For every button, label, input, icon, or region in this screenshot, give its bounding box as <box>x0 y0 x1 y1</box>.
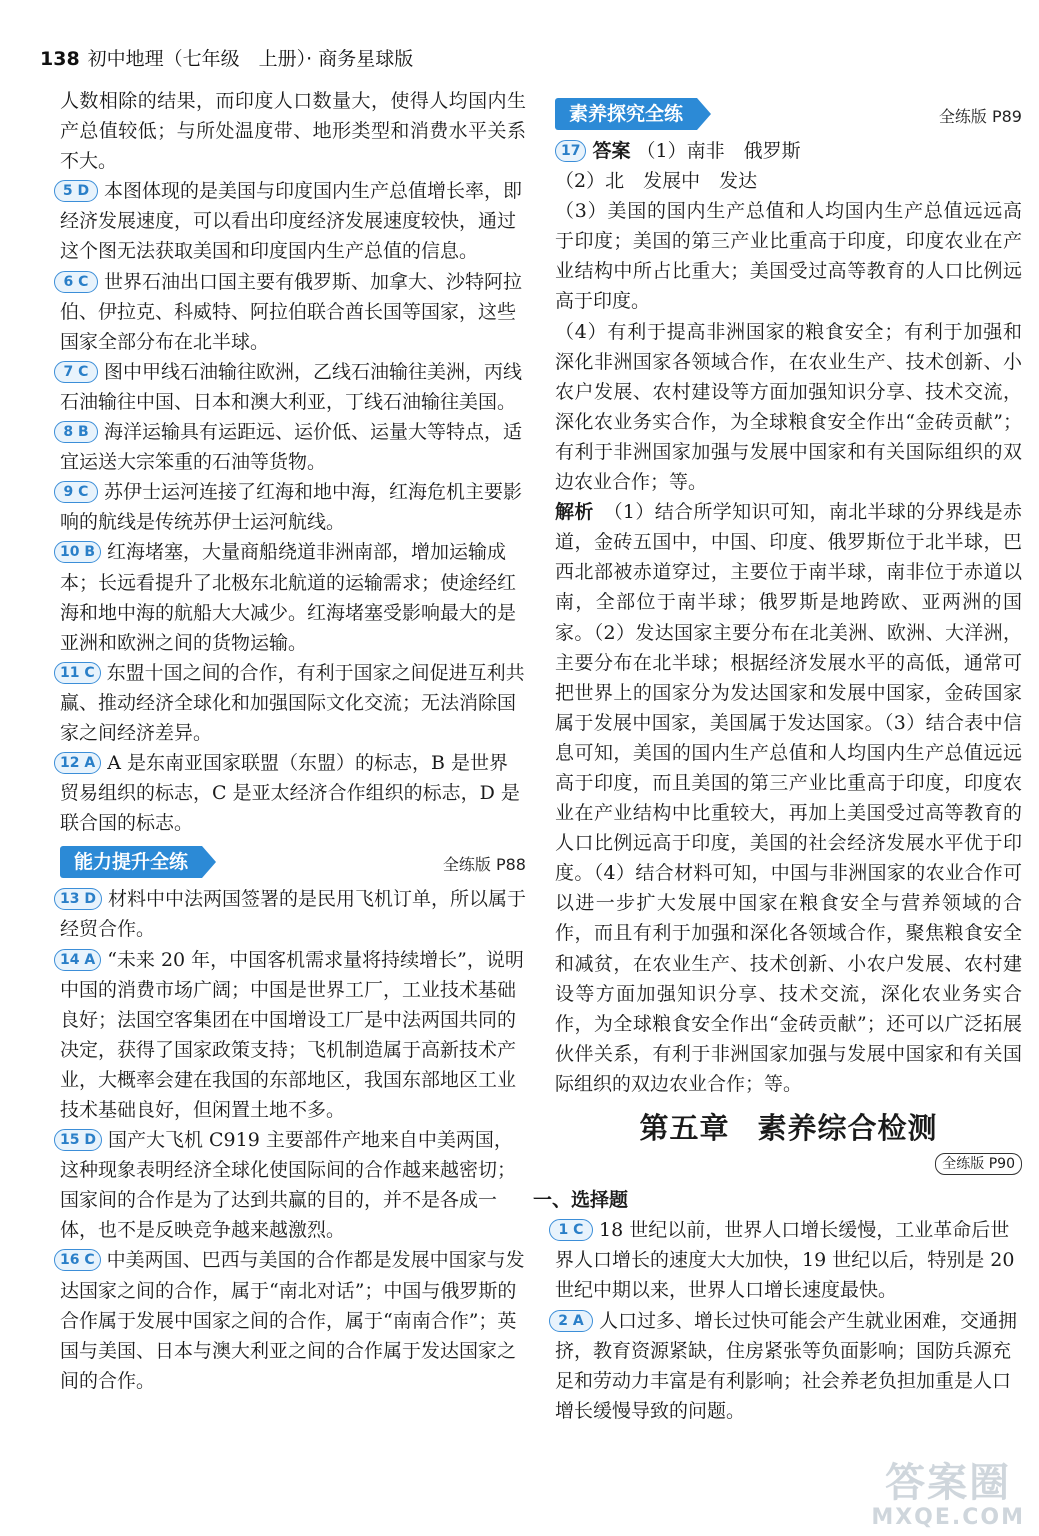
left-column <box>60 86 526 1396</box>
answer-text: 红海堵塞，大量商船绕道非洲南部，增加运输成本；长远看提升了北极东北航道的运输需求；使途经红海和地中海的航船大大减少。红海堵塞受影响最大的是亚洲和欧洲之间的货物运输。 <box>60 541 517 654</box>
watermark-line-2: MXQE.COM <box>871 1505 1025 1530</box>
answer-item <box>60 658 526 748</box>
watermark-logo <box>871 1461 1025 1530</box>
watermark-line-1: 答案圈 <box>885 1460 1012 1506</box>
answer-part-1: （1）南非 俄罗斯 <box>636 140 801 162</box>
answer-item <box>60 357 526 417</box>
chapter-number: 第五章 <box>639 1111 730 1145</box>
analysis-paragraph <box>555 497 1022 1099</box>
answer-item <box>555 1215 1022 1305</box>
section-tag: 能力提升全练 <box>60 846 202 878</box>
answer-part-3: （3）美国的国内生产总值和人均国内生产总值远远高于印度；美国的第三产业比重高于印度，印度农业在产业结构中所占比重大；美国受过高等教育的人口比例远高于印度。 <box>555 200 1022 313</box>
intro-paragraph: 人数相除的结果，而印度人口数量大，使得人均国内生产总值较低；与所处温度带、地形类型和消费水平关系不大。 <box>60 90 526 173</box>
section-bar-ability <box>60 846 526 880</box>
answer-text: 材料中中法两国签署的是民用飞机订单，所以属于经贸合作。 <box>60 888 526 941</box>
chapter-ref-label: 全练版 P90 <box>935 1153 1022 1175</box>
answer-list-a <box>60 176 526 838</box>
answer-item <box>60 176 526 266</box>
answer-text: 海洋运输具有运距远、运价低、运量大等特点，适宜运送大宗笨重的石油等货物。 <box>60 421 523 474</box>
question-badge: 15 D <box>54 1129 102 1151</box>
answer-item <box>60 945 526 1126</box>
analysis-text: （1）结合所学知识可知，南北半球的分界线是赤道，金砖五国中，中国、印度、俄罗斯位于北半球，巴西北部被赤道穿过，主要位于南半球，南非位于赤道以南，全部位于南半球；俄罗斯是地跨欧、亚两洲的国家。（2）发达国家主要分布在北美洲、欧洲、大洋洲，主要分布在北半球；根据经济发展水平的高低，通常可把世界上的国家分为发达国家和发展中国家，金砖国家属于发展中国家，美国属于发达国家。（3）结合表中信息可知，美国的国内生产总值和人均国内生产总值远远高于印度，而且美国的第三产业比重高于印度，印度农业在产业结构中比重较大，再加上美国受过高等教育的人口比例远高于印度，美国的社会经济发展水平优于印度。（4）结合材料可知，中国与非洲国家的农业合作可以进一步扩大发展中国家在粮食安全与营养领域的合作，而且有利于加强和深化各领域合作，聚焦粮食安全和减贫，在农业生产、技术创新、小农户发展、农村建设等方面加强知识分享、技术交流，深化农业务实合作，为全球粮食安全作出“金砖贡献”；还可以广泛拓展伙伴关系，有利于非洲国家加强与发展中国家和有关国际组织的双边农业合作；等。 <box>555 501 1022 1095</box>
book-title: 初中地理（七年级 上册）· 商务星球版 <box>87 48 414 70</box>
question-badge: 10 B <box>54 541 101 563</box>
answer-text: 18 世纪以前，世界人口增长缓慢，工业革命后世界人口增长的速度大大加快，19 世纪以后，特别是 20 世纪中期以来，世界人口增长速度最快。 <box>555 1219 1015 1302</box>
answer-item <box>60 417 526 477</box>
section-ref: 全练版 P89 <box>938 107 1022 126</box>
section-subhead: 一、选择题 <box>533 1189 629 1212</box>
answer-item <box>60 267 526 357</box>
analysis-label: 解析 <box>555 501 594 524</box>
answer-item <box>555 1306 1022 1426</box>
answer-item <box>60 477 526 537</box>
question-badge: 9 C <box>54 481 98 503</box>
question-badge: 1 C <box>549 1219 593 1241</box>
answer-item <box>60 1245 526 1395</box>
question-badge: 2 A <box>549 1310 593 1332</box>
answer-text: 图中甲线石油输往欧洲，乙线石油输往美洲，丙线石油输往中国、日本和澳大利亚，丁线石油输往美国。 <box>60 360 523 413</box>
q17-answer <box>555 136 1022 166</box>
answer-text: “未来 20 年，中国客机需求量将持续增长”，说明中国的消费市场广阔；中国是世界工厂，工业技术基础良好；法国空客集团在中国增设工厂是中法两国共同的决定，获得了国家政策支持；飞机制造属于高新技术产业，大概率会建在我国的东部地区，我国东部地区工业技术基础良好，但闲置土地不多。 <box>60 948 524 1121</box>
answer-text: 中美两国、巴西与美国的合作都是发展中国家与发达国家之间的合作，属于“南北对话”；中国与俄罗斯的合作属于发展中国家之间的合作，属于“南南合作”；英国与美国、日本与澳大利亚之间的合作属于发达国家之间的合作。 <box>60 1249 525 1392</box>
question-badge: 14 A <box>54 949 101 971</box>
answer-list-b <box>60 884 526 1396</box>
answer-item <box>60 537 526 657</box>
answer-text: 世界石油出口国主要有俄罗斯、加拿大、沙特阿拉伯、伊拉克、科威特、阿拉伯联合酋长国等国家，这些国家全部分布在北半球。 <box>60 270 523 353</box>
section-tag: 素养探究全练 <box>555 98 697 130</box>
answer-item <box>60 1125 526 1245</box>
answer-part-4: （4）有利于提高非洲国家的粮食安全；有利于加强和深化非洲国家各领域合作，在农业生产、技术创新、小农户发展、农村建设等方面加强知识分享、技术交流，深化农业务实合作，为全球粮食安全作出“金砖贡献”；有利于非洲国家加强与发展中国家和有关国际组织的双边农业合作；等。 <box>555 320 1022 494</box>
answer-item <box>60 748 526 838</box>
answer-text: 本图体现的是美国与印度国内生产总值增长率，即经济发展速度，可以看出印度经济发展速度较快，通过这个图无法获取美国和印度国内生产总值的信息。 <box>60 180 523 263</box>
chapter-ref <box>555 1147 1022 1177</box>
question-badge: 8 B <box>54 421 98 443</box>
page-header <box>40 44 413 71</box>
section-bar-literacy <box>555 98 1022 132</box>
answer-text: 人口过多、增长过快可能会产生就业困难，交通拥挤，教育资源紧缺，住房紧张等负面影响；国防兵源充足和劳动力丰富是有利影响；社会养老负担加重是人口增长缓慢导致的问题。 <box>555 1309 1018 1422</box>
answer-text: 国产大飞机 C919 主要部件产地来自中美两国，这种现象表明经济全球化使国际间的合作越来越密切；国家间的合作是为了达到共赢的目的，并不是各成一体，也不是反映竞争越来越激烈。 <box>60 1129 517 1242</box>
answer-text: A 是东南亚国家联盟（东盟）的标志，B 是世界贸易组织的标志，C 是亚太经济合作组织的标志，D 是联合国的标志。 <box>60 752 520 835</box>
chapter-name: 素养综合检测 <box>757 1111 938 1145</box>
page-number: 138 <box>40 48 80 70</box>
question-badge: 6 C <box>54 271 98 293</box>
question-badge: 7 C <box>54 361 98 383</box>
answer-label: 答案 <box>592 140 631 162</box>
right-column <box>533 98 1022 1426</box>
section-ref: 全练版 P88 <box>442 855 526 875</box>
question-badge: 12 A <box>54 752 101 774</box>
answer-part-2: （2）北 发展中 发达 <box>555 170 758 193</box>
answer-text: 东盟十国之间的合作，有利于国家之间促进互利共赢、推动经济全球化和加强国际文化交流；无法消除国家之间经济差异。 <box>60 661 525 744</box>
chapter-title <box>555 1113 1022 1143</box>
answer-text: 苏伊士运河连接了红海和地中海，红海危机主要影响的航线是传统苏伊士运河航线。 <box>60 481 523 534</box>
question-badge: 11 C <box>54 662 101 684</box>
question-badge: 13 D <box>54 888 102 910</box>
question-badge: 5 D <box>54 180 98 202</box>
answer-item <box>60 884 526 944</box>
question-badge: 16 C <box>54 1249 101 1271</box>
question-badge: 17 <box>555 140 586 162</box>
